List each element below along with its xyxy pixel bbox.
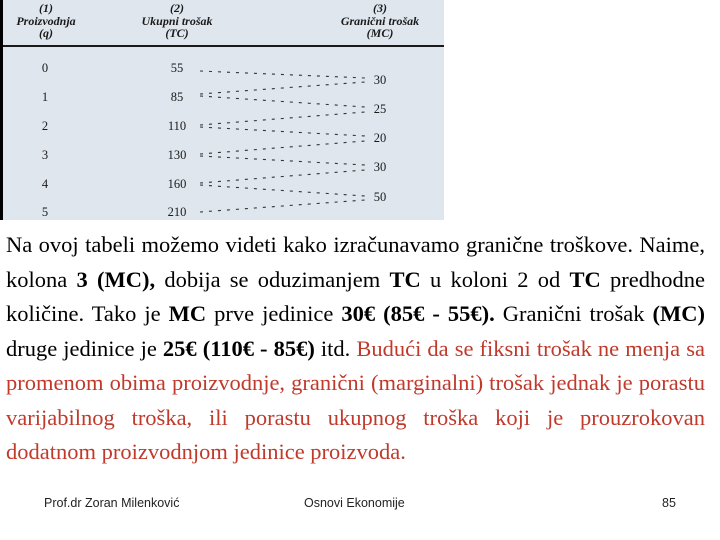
cost-table-image — [0, 0, 444, 220]
explanation-paragraph: Na ovoj tabeli možemo videti kako izračunavamo granične troškove. Naime, kolona 3 (MC), dobija se oduzimanjem TC u koloni 2 od TC predhodne količine. Tako je MC prve jedinice 30€ (85€ - 55€). Granični trošak (MC) druge jedinice je 25€ (110€ - 85€) itd. Budući da se fiksni trošak ne menja sa promenom obima proizvodnje, granični (marginalni) trošak jednak je porastu varijabilnog troška, ili porastu ukupnog troška koji je prouzrokovan dodatnom proizvodnjom jedinice proizvoda. — [6, 232, 705, 464]
mc-value: 25 — [373, 102, 387, 116]
mc-value: 50 — [373, 190, 387, 204]
q-value: 0 — [41, 61, 49, 75]
mc-value: 30 — [373, 73, 387, 87]
q-value: 4 — [41, 177, 49, 191]
tc-value: 85 — [170, 90, 184, 104]
mc-value: 20 — [373, 131, 387, 145]
mc-value: 30 — [373, 160, 387, 174]
tc-value: 110 — [167, 119, 187, 133]
q-value: 2 — [41, 119, 49, 133]
q-value: 5 — [41, 205, 49, 219]
footer-author: Prof.dr Zoran Milenković — [44, 496, 180, 510]
q-value: 3 — [41, 148, 49, 162]
column-header-marginal-cost: (3) Granični trošak (MC) — [340, 1, 420, 40]
tc-value: 210 — [167, 205, 187, 219]
tc-value: 160 — [167, 177, 187, 191]
page-number: 85 — [662, 496, 676, 510]
tc-value: 130 — [167, 148, 187, 162]
footer-course: Osnovi Ekonomije — [304, 496, 405, 510]
tc-value: 55 — [170, 61, 184, 75]
column-header-total-cost: (2) Ukupni trošak (TC) — [141, 1, 213, 40]
q-value: 1 — [41, 90, 49, 104]
highlighted-statement: Budući da se fiksni trošak ne menja sa promenom obima proizvodnje, granični (marginalni) trošak jednak je porastu varijabilnog troška, ili porastu ukupnog troška koji je prouzrokovan dodatnom proizvodnjom jedinice proizvoda. — [6, 335, 705, 464]
column-header-production: (1) Proizvodnja (q) — [16, 1, 76, 40]
